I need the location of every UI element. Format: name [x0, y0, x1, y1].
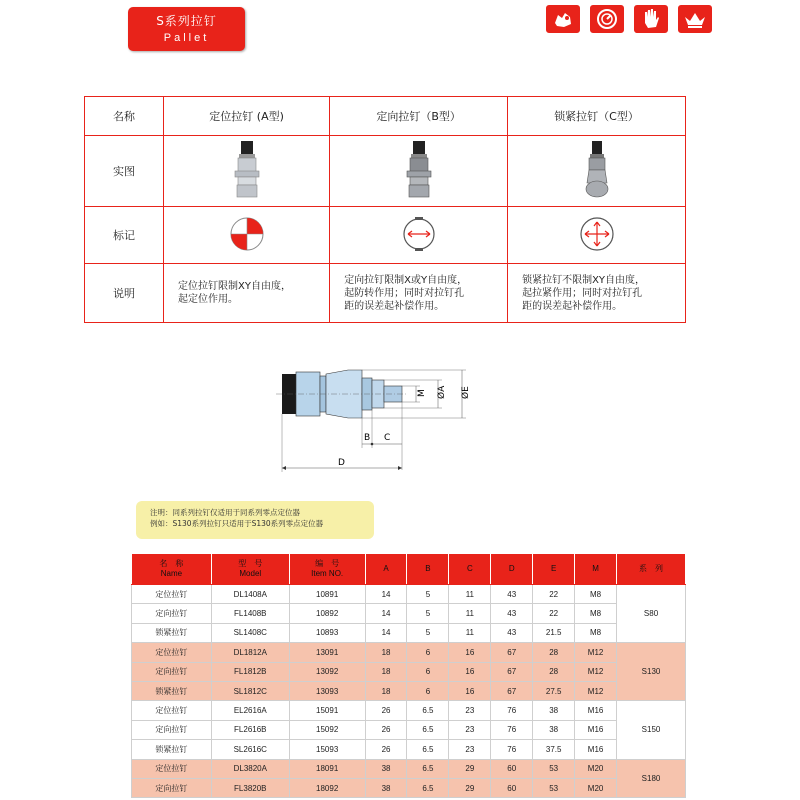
- spec-header-cell: [211, 554, 289, 585]
- table-row: [132, 604, 686, 623]
- spec-header-en: Model: [239, 569, 262, 578]
- table-cell: M20: [575, 759, 617, 778]
- table-cell: 60: [491, 778, 533, 797]
- type-b-symbol: [330, 207, 508, 264]
- row-label-mark: 标记: [85, 207, 164, 264]
- table-cell: 定位拉钉: [132, 643, 212, 662]
- table-cell: 定向拉钉: [132, 720, 212, 739]
- table-cell: 37.5: [533, 740, 575, 759]
- spec-table: [131, 553, 686, 798]
- table-cell: 22: [533, 604, 575, 623]
- gauge-icon: [590, 5, 624, 33]
- feature-icons: [546, 5, 712, 33]
- type-b-desc-line: 距的误差起补偿作用。: [344, 300, 445, 312]
- table-cell: FL3820B: [211, 778, 289, 797]
- table-cell: 锁紧拉钉: [132, 681, 212, 700]
- type-c-desc-line: 距的误差起补偿作用。: [522, 300, 623, 312]
- spec-header-cn: M: [592, 564, 599, 573]
- table-cell: 锁紧拉钉: [132, 740, 212, 759]
- table-cell: M8: [575, 585, 617, 604]
- type-a-symbol: [164, 207, 330, 264]
- table-cell: EL2616A: [211, 701, 289, 720]
- table-cell: FL2616B: [211, 720, 289, 739]
- table-cell: M16: [575, 701, 617, 720]
- table-cell: M12: [575, 662, 617, 681]
- note-line-1: 注明：同系列拉钉仅适用于同系列零点定位器: [150, 508, 300, 517]
- row-label-name: 名称: [85, 97, 164, 136]
- type-b-desc: [330, 264, 508, 323]
- table-cell: 26: [365, 720, 407, 739]
- spec-header-cell: [407, 554, 449, 585]
- table-cell: 15093: [289, 740, 365, 759]
- table-cell: 67: [491, 643, 533, 662]
- table-row: [132, 681, 686, 700]
- table-cell: SL1812C: [211, 681, 289, 700]
- table-row: [132, 720, 686, 739]
- spec-header-cell: [449, 554, 491, 585]
- type-c-symbol: [508, 207, 686, 264]
- table-row: [132, 643, 686, 662]
- table-cell: 10893: [289, 623, 365, 642]
- series-cell: S150: [617, 701, 686, 759]
- dim-e-label: ØE: [461, 386, 471, 399]
- spec-header-cn: 型 号: [238, 559, 263, 568]
- spec-header-row: [132, 554, 686, 585]
- table-cell: 60: [491, 759, 533, 778]
- table-cell: 11: [449, 623, 491, 642]
- table-cell: 定向拉钉: [132, 778, 212, 797]
- table-cell: SL1408C: [211, 623, 289, 642]
- spec-header-cn: 名 称: [159, 559, 184, 568]
- table-cell: 14: [365, 623, 407, 642]
- spec-header-cn: 编 号: [315, 559, 340, 568]
- series-badge: [128, 7, 245, 51]
- type-c-photo: [508, 136, 686, 207]
- table-cell: 11: [449, 604, 491, 623]
- table-cell: 53: [533, 778, 575, 797]
- pin-dimension-drawing: [270, 360, 500, 480]
- table-cell: 16: [449, 643, 491, 662]
- table-cell: 18092: [289, 778, 365, 797]
- spec-header-cell: [617, 554, 686, 585]
- type-c-desc-line: 起拉紧作用；同时对拉钉孔: [522, 287, 643, 299]
- table-row: [132, 740, 686, 759]
- spec-header-cn: B: [425, 564, 431, 573]
- table-cell: 定位拉钉: [132, 585, 212, 604]
- spec-header-cell: [132, 554, 212, 585]
- table-cell: 38: [365, 778, 407, 797]
- spec-header-cell: [365, 554, 407, 585]
- table-cell: 6.5: [407, 720, 449, 739]
- table-cell: 13091: [289, 643, 365, 662]
- table-cell: 10892: [289, 604, 365, 623]
- table-cell: 43: [491, 604, 533, 623]
- table-row: [132, 662, 686, 681]
- type-a-desc-line: 定位拉钉限制XY自由度，: [178, 281, 291, 292]
- table-cell: 26: [365, 701, 407, 720]
- table-cell: 5: [407, 585, 449, 604]
- table-cell: 23: [449, 720, 491, 739]
- spec-header-en: Item NO.: [311, 569, 344, 578]
- table-cell: 43: [491, 623, 533, 642]
- table-cell: 18: [365, 643, 407, 662]
- table-cell: 16: [449, 681, 491, 700]
- row-label-image: 实图: [85, 136, 164, 207]
- table-cell: 6: [407, 662, 449, 681]
- spec-header-en: Name: [160, 569, 183, 578]
- note-line-2: 例如：S130系列拉钉只适用于S130系列零点定位器: [150, 519, 324, 528]
- table-cell: 67: [491, 681, 533, 700]
- table-cell: M12: [575, 681, 617, 700]
- table-cell: 38: [533, 720, 575, 739]
- table-cell: 26: [365, 740, 407, 759]
- table-cell: 76: [491, 720, 533, 739]
- table-cell: 定向拉钉: [132, 604, 212, 623]
- table-row: [132, 623, 686, 642]
- table-row: [132, 585, 686, 604]
- table-cell: 76: [491, 740, 533, 759]
- table-cell: 18091: [289, 759, 365, 778]
- spec-header-cn: A: [383, 564, 389, 573]
- table-cell: 锁紧拉钉: [132, 623, 212, 642]
- table-cell: 27.5: [533, 681, 575, 700]
- table-cell: 23: [449, 701, 491, 720]
- spec-header-cell: [491, 554, 533, 585]
- table-cell: 6.5: [407, 778, 449, 797]
- table-cell: SL2616C: [211, 740, 289, 759]
- table-cell: 16: [449, 662, 491, 681]
- table-cell: 18: [365, 681, 407, 700]
- table-cell: 15092: [289, 720, 365, 739]
- table-row: [132, 759, 686, 778]
- table-cell: 6: [407, 681, 449, 700]
- table-cell: 定向拉钉: [132, 662, 212, 681]
- table-cell: DL1812A: [211, 643, 289, 662]
- series-cell: S130: [617, 643, 686, 701]
- type-a-name: 定位拉钉 (A型): [164, 97, 330, 136]
- hand-icon: [546, 5, 580, 33]
- table-cell: M16: [575, 740, 617, 759]
- table-cell: 53: [533, 759, 575, 778]
- table-cell: 38: [533, 701, 575, 720]
- table-cell: 28: [533, 643, 575, 662]
- type-c-desc: [508, 264, 686, 323]
- type-a-photo: [164, 136, 330, 207]
- table-cell: 6.5: [407, 701, 449, 720]
- table-cell: 76: [491, 701, 533, 720]
- table-cell: 6.5: [407, 740, 449, 759]
- type-b-name: 定向拉钉（B型）: [330, 97, 508, 136]
- table-row: [132, 701, 686, 720]
- table-cell: M20: [575, 778, 617, 797]
- table-cell: 38: [365, 759, 407, 778]
- table-cell: 10891: [289, 585, 365, 604]
- table-row: [132, 778, 686, 797]
- table-cell: DL3820A: [211, 759, 289, 778]
- dim-c-label: C: [384, 433, 391, 443]
- table-cell: FL1812B: [211, 662, 289, 681]
- table-cell: 21.5: [533, 623, 575, 642]
- dim-d-label: D: [338, 458, 345, 468]
- table-cell: FL1408B: [211, 604, 289, 623]
- table-cell: M8: [575, 604, 617, 623]
- spec-header-cell: [533, 554, 575, 585]
- type-a-desc: [164, 264, 330, 323]
- type-b-desc-line: 起防转作用；同时对拉钉孔: [344, 287, 465, 299]
- spec-header-cn: 系 列: [639, 564, 664, 573]
- table-cell: 5: [407, 604, 449, 623]
- spec-header-cn: E: [550, 564, 557, 573]
- table-cell: 6: [407, 643, 449, 662]
- table-cell: 18: [365, 662, 407, 681]
- table-cell: 5: [407, 623, 449, 642]
- dim-b-label: B: [364, 433, 371, 443]
- table-cell: 14: [365, 585, 407, 604]
- table-cell: 定位拉钉: [132, 759, 212, 778]
- table-cell: 29: [449, 778, 491, 797]
- pin-comparison-table: [84, 96, 686, 323]
- table-cell: 22: [533, 585, 575, 604]
- table-cell: 11: [449, 585, 491, 604]
- type-a-desc-line: 起定位作用。: [178, 294, 238, 305]
- crown-icon: [678, 5, 712, 33]
- dim-m-label: M: [417, 389, 427, 397]
- table-cell: 23: [449, 740, 491, 759]
- series-title-en: Pallet: [163, 32, 210, 44]
- table-cell: 67: [491, 662, 533, 681]
- table-cell: 29: [449, 759, 491, 778]
- series-cell: S180: [617, 759, 686, 798]
- compatibility-note: [136, 501, 374, 539]
- spec-header-cell: [575, 554, 617, 585]
- table-cell: M8: [575, 623, 617, 642]
- type-b-photo: [330, 136, 508, 207]
- type-c-name: 锁紧拉钉（C型）: [508, 97, 686, 136]
- spec-header-cn: C: [466, 564, 473, 573]
- table-cell: DL1408A: [211, 585, 289, 604]
- row-label-desc: 说明: [85, 264, 164, 323]
- table-cell: 6.5: [407, 759, 449, 778]
- table-cell: 15091: [289, 701, 365, 720]
- type-c-desc-line: 锁紧拉钉不限制XY自由度，: [522, 274, 646, 286]
- type-b-desc-line: 定向拉钉限制X或Y自由度，: [344, 274, 468, 286]
- dim-a-label: ØA: [437, 385, 447, 399]
- table-cell: 13093: [289, 681, 365, 700]
- table-cell: 14: [365, 604, 407, 623]
- table-cell: 43: [491, 585, 533, 604]
- table-cell: 28: [533, 662, 575, 681]
- series-title-cn: S系列拉钉: [156, 14, 217, 28]
- table-cell: 13092: [289, 662, 365, 681]
- table-cell: M12: [575, 643, 617, 662]
- spec-header-cell: [289, 554, 365, 585]
- spec-header-cn: D: [508, 564, 515, 573]
- series-cell: S80: [617, 585, 686, 643]
- table-cell: 定位拉钉: [132, 701, 212, 720]
- hand-stop-icon: [634, 5, 668, 33]
- table-cell: M16: [575, 720, 617, 739]
